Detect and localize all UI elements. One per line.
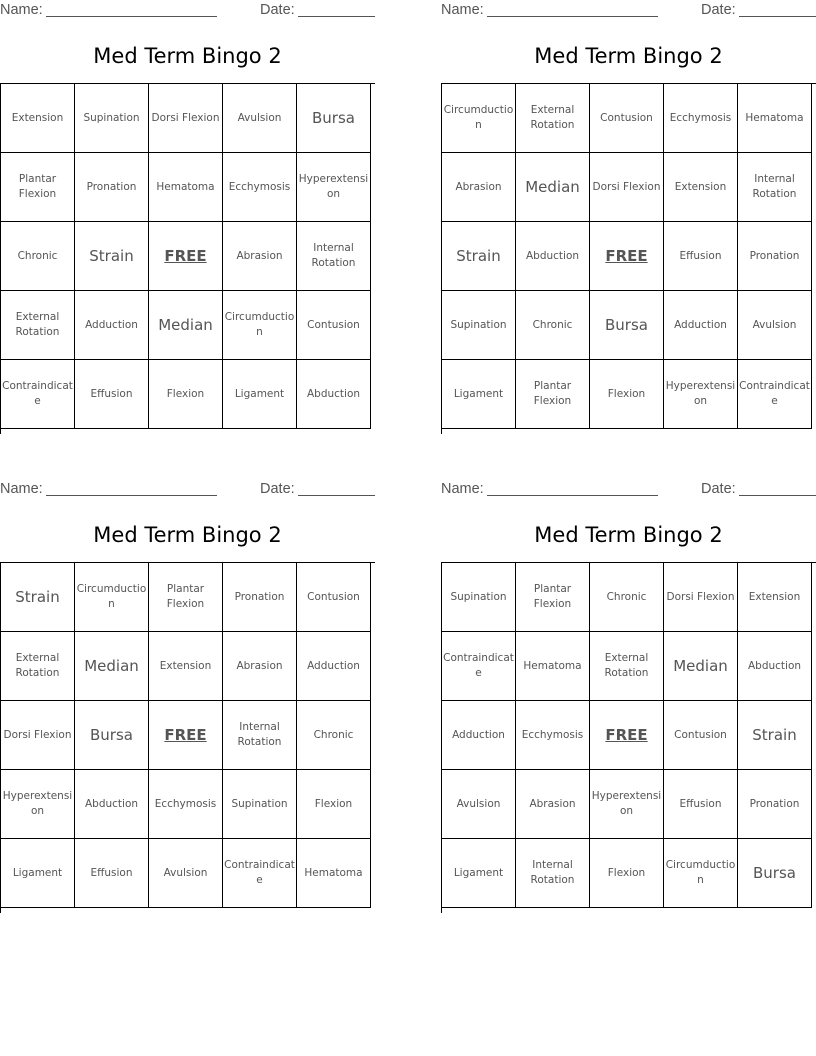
- bingo-cell: Avulsion: [223, 84, 297, 153]
- bingo-cell: Contraindicate: [223, 839, 297, 908]
- card-title: Med Term Bingo 2: [534, 44, 723, 68]
- bingo-cell: Median: [149, 291, 223, 360]
- bingo-cell: Effusion: [664, 770, 738, 839]
- bingo-cell: Hematoma: [149, 153, 223, 222]
- bingo-cell: Extension: [1, 84, 75, 153]
- bingo-cell: Chronic: [516, 291, 590, 360]
- bingo-cell: Contraindicate: [738, 360, 812, 429]
- bingo-cell: Dorsi Flexion: [664, 563, 738, 632]
- bingo-cell: Dorsi Flexion: [590, 153, 664, 222]
- date-line: [739, 16, 816, 17]
- bingo-cell: Chronic: [590, 563, 664, 632]
- bingo-cell: Pronation: [738, 770, 812, 839]
- bingo-cell: Hyperextension: [590, 770, 664, 839]
- bingo-cell: External Rotation: [1, 291, 75, 360]
- bingo-cell: Ligament: [223, 360, 297, 429]
- bingo-cell: Abrasion: [442, 153, 516, 222]
- bingo-cell: Adduction: [297, 632, 371, 701]
- card: [0, 0, 375, 434]
- bingo-cell: Flexion: [297, 770, 371, 839]
- bingo-cell: Internal Rotation: [738, 153, 812, 222]
- bingo-cell: Internal Rotation: [516, 839, 590, 908]
- name-label: Name:: [0, 481, 43, 497]
- bingo-cell: Avulsion: [149, 839, 223, 908]
- card-title: Med Term Bingo 2: [93, 523, 282, 547]
- bingo-cell: Ecchymosis: [223, 153, 297, 222]
- bingo-cell: Contraindicate: [1, 360, 75, 429]
- bingo-cell: FREE: [590, 222, 664, 291]
- name-label: Name:: [441, 2, 484, 18]
- card-header: [441, 0, 816, 22]
- bingo-cell: Abduction: [738, 632, 812, 701]
- bingo-cell: Adduction: [664, 291, 738, 360]
- name-line: [46, 16, 217, 17]
- bingo-cell: Plantar Flexion: [149, 563, 223, 632]
- bingo-cell: Median: [75, 632, 149, 701]
- bingo-cell: Strain: [442, 222, 516, 291]
- bingo-cell: Bursa: [75, 701, 149, 770]
- bingo-cell: Internal Rotation: [297, 222, 371, 291]
- bingo-grid: [0, 83, 375, 434]
- bingo-cell: Abrasion: [223, 222, 297, 291]
- name-label: Name:: [441, 481, 484, 497]
- bingo-grid: [441, 83, 816, 434]
- date-line: [298, 16, 375, 17]
- date-label: Date:: [260, 481, 295, 497]
- bingo-cell: Abduction: [75, 770, 149, 839]
- bingo-cell: Flexion: [590, 839, 664, 908]
- bingo-cell: Abrasion: [516, 770, 590, 839]
- bingo-cell: Contraindicate: [442, 632, 516, 701]
- date-label: Date:: [260, 2, 295, 18]
- bingo-cell: Pronation: [738, 222, 812, 291]
- bingo-cell: FREE: [149, 701, 223, 770]
- bingo-cell: Circumduction: [442, 84, 516, 153]
- bingo-cell: Abduction: [516, 222, 590, 291]
- bingo-cell: Effusion: [664, 222, 738, 291]
- bingo-cell: Pronation: [223, 563, 297, 632]
- bingo-cell: Plantar Flexion: [1, 153, 75, 222]
- bingo-cell: Circumduction: [664, 839, 738, 908]
- bingo-cell: Avulsion: [442, 770, 516, 839]
- bingo-cell: Ecchymosis: [664, 84, 738, 153]
- bingo-cell: Abduction: [297, 360, 371, 429]
- bingo-cell: Adduction: [442, 701, 516, 770]
- name-label: Name:: [0, 2, 43, 18]
- bingo-cell: Strain: [738, 701, 812, 770]
- bingo-cell: Ligament: [442, 839, 516, 908]
- bingo-cell: Plantar Flexion: [516, 360, 590, 429]
- bingo-cell: Ecchymosis: [516, 701, 590, 770]
- bingo-cell: Supination: [223, 770, 297, 839]
- bingo-cell: Abrasion: [223, 632, 297, 701]
- bingo-cell: Adduction: [75, 291, 149, 360]
- card-header: [0, 0, 375, 22]
- bingo-cell: Ligament: [442, 360, 516, 429]
- date-line: [739, 495, 816, 496]
- bingo-cell: Median: [664, 632, 738, 701]
- bingo-cell: Bursa: [738, 839, 812, 908]
- bingo-cell: Contusion: [297, 563, 371, 632]
- bingo-cell: Chronic: [297, 701, 371, 770]
- bingo-cell: Median: [516, 153, 590, 222]
- bingo-cell: Supination: [442, 563, 516, 632]
- bingo-cell: Hyperextension: [664, 360, 738, 429]
- bingo-cell: Plantar Flexion: [516, 563, 590, 632]
- bingo-cell: Contusion: [590, 84, 664, 153]
- bingo-cell: Ligament: [1, 839, 75, 908]
- name-line: [487, 16, 658, 17]
- bingo-cell: Contusion: [297, 291, 371, 360]
- card: [0, 479, 375, 913]
- bingo-cell: FREE: [590, 701, 664, 770]
- bingo-cell: Contusion: [664, 701, 738, 770]
- bingo-cell: Internal Rotation: [223, 701, 297, 770]
- bingo-cell: Avulsion: [738, 291, 812, 360]
- bingo-cell: Dorsi Flexion: [149, 84, 223, 153]
- bingo-cell: Circumduction: [223, 291, 297, 360]
- bingo-cell: Hyperextension: [1, 770, 75, 839]
- bingo-cell: Extension: [738, 563, 812, 632]
- bingo-cell: Ecchymosis: [149, 770, 223, 839]
- bingo-cell: External Rotation: [590, 632, 664, 701]
- date-label: Date:: [701, 481, 736, 497]
- card-header: [0, 479, 375, 501]
- card-title: Med Term Bingo 2: [93, 44, 282, 68]
- bingo-cell: Hyperextension: [297, 153, 371, 222]
- name-line: [46, 495, 217, 496]
- bingo-cell: Circumduction: [75, 563, 149, 632]
- bingo-cell: Pronation: [75, 153, 149, 222]
- bingo-cell: Supination: [442, 291, 516, 360]
- bingo-cell: FREE: [149, 222, 223, 291]
- bingo-cell: Bursa: [297, 84, 371, 153]
- bingo-cell: Dorsi Flexion: [1, 701, 75, 770]
- date-label: Date:: [701, 2, 736, 18]
- card: [441, 479, 816, 913]
- bingo-cell: Hematoma: [516, 632, 590, 701]
- bingo-cell: Effusion: [75, 360, 149, 429]
- bingo-cell: Hematoma: [297, 839, 371, 908]
- bingo-cell: Flexion: [590, 360, 664, 429]
- bingo-grid: [441, 562, 816, 913]
- bingo-grid: [0, 562, 375, 913]
- bingo-cell: Bursa: [590, 291, 664, 360]
- date-line: [298, 495, 375, 496]
- bingo-cell: Strain: [1, 563, 75, 632]
- bingo-cell: Extension: [664, 153, 738, 222]
- bingo-cell: External Rotation: [516, 84, 590, 153]
- bingo-cell: Strain: [75, 222, 149, 291]
- bingo-cell: Supination: [75, 84, 149, 153]
- bingo-cell: Hematoma: [738, 84, 812, 153]
- bingo-cell: External Rotation: [1, 632, 75, 701]
- bingo-cell: Effusion: [75, 839, 149, 908]
- bingo-cell: Flexion: [149, 360, 223, 429]
- bingo-cell: Extension: [149, 632, 223, 701]
- bingo-cell: Chronic: [1, 222, 75, 291]
- card-title: Med Term Bingo 2: [534, 523, 723, 547]
- card: [441, 0, 816, 434]
- name-line: [487, 495, 658, 496]
- card-header: [441, 479, 816, 501]
